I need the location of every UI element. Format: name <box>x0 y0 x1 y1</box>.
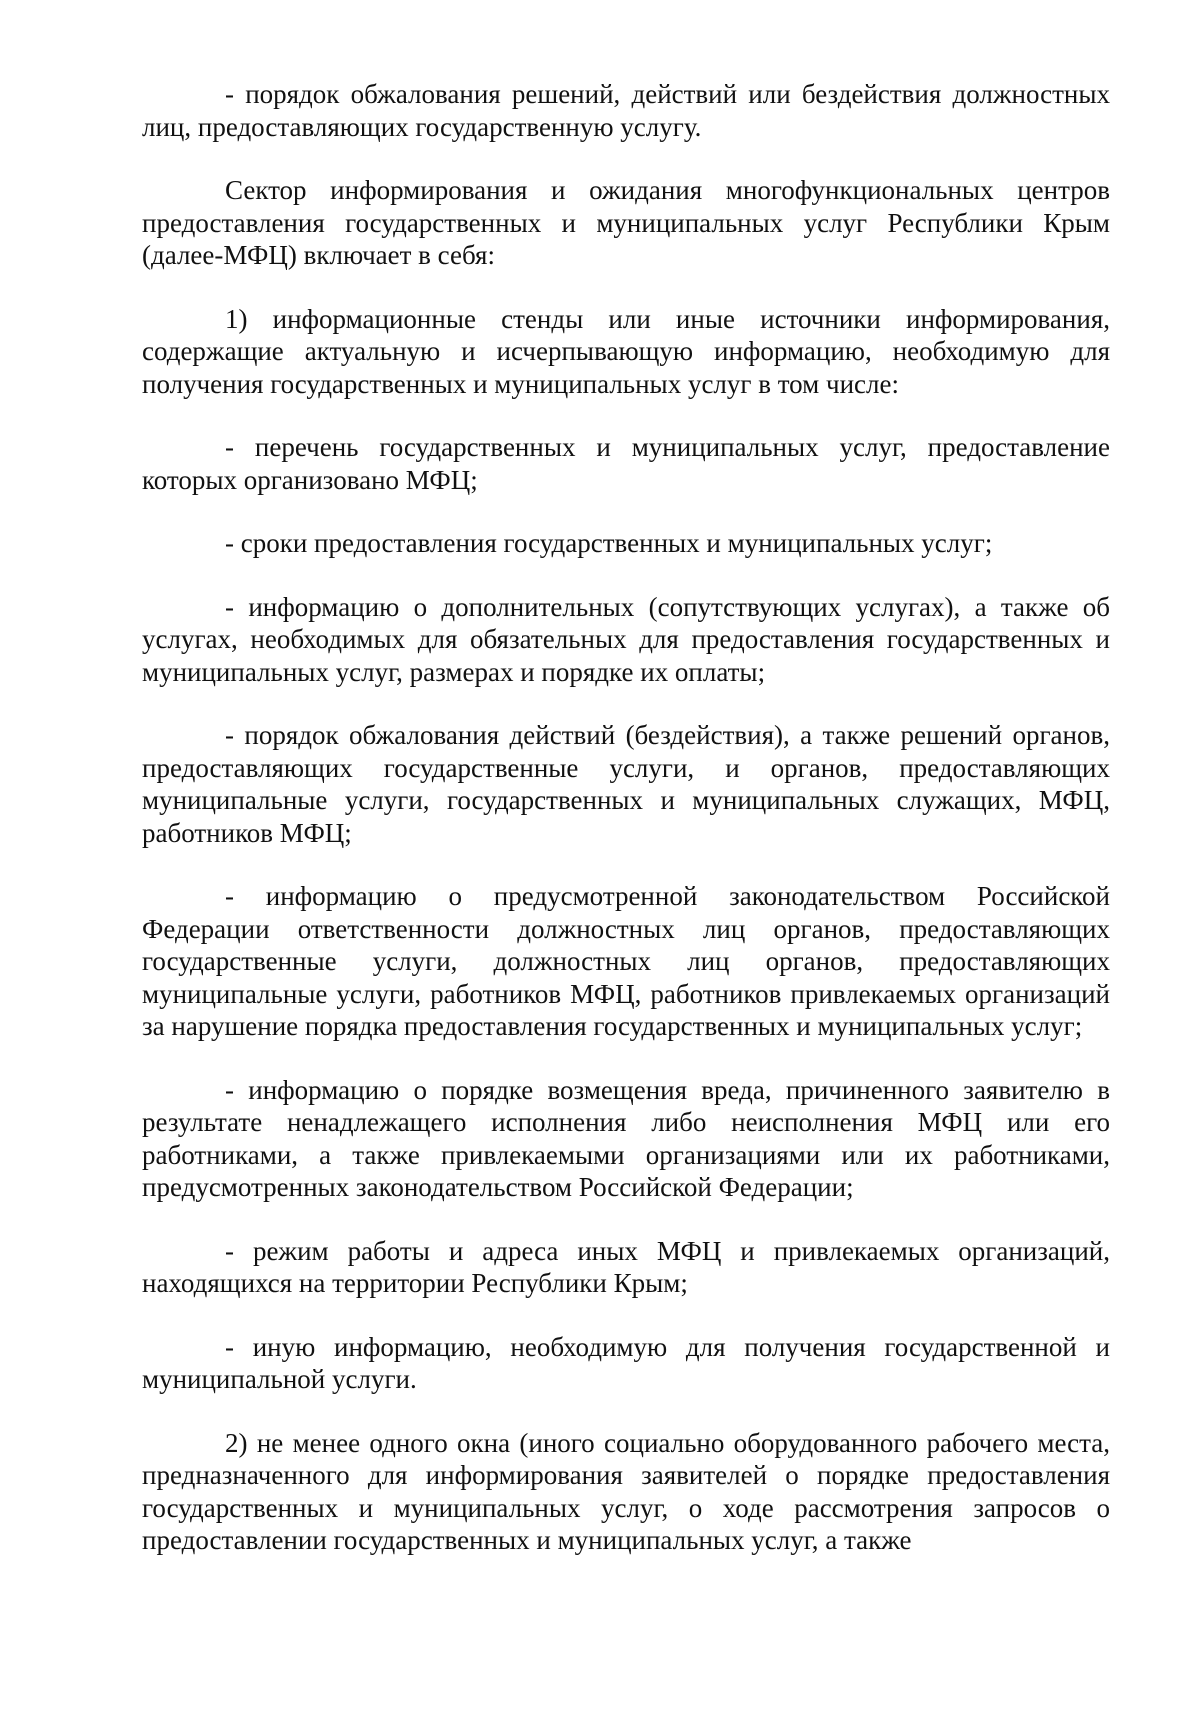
paragraph-additional-services: - информацию о дополнительных (сопутствующих услугах), а также об услугах, необходимых для обязательных для предоставления государственных и муниципальных услуг, размерах и порядке их оплаты; <box>142 591 1110 687</box>
paragraph-services-list: - перечень государственных и муниципальных услуг, предоставление которых организовано МФЦ; <box>142 432 1110 495</box>
paragraph-sector-intro: Сектор информирования и ожидания многофункциональных центров предоставления государственных и муниципальных услуг Республики Крым (далее-МФЦ) включает в себя: <box>142 175 1110 270</box>
paragraph-other-info: - иную информацию, необходимую для получения государственной и муниципальной услуги. <box>142 1331 1110 1394</box>
paragraph-service-terms: - сроки предоставления государственных и муниципальных услуг; <box>225 528 993 558</box>
document-body <box>142 78 1110 1557</box>
paragraph-damage-compensation: - информацию о порядке возмещения вреда, причиненного заявителю в результате ненадлежащего исполнения либо неисполнения МФЦ или его работниками, а также привлекаемыми организациями или их работниками, предусмотренных законодательством Российской Федерации; <box>142 1074 1110 1202</box>
paragraph-item-1-info-stands: 1) информационные стенды или иные источники информирования, содержащие актуальную и исчерпывающую информацию, необходимую для получения государственных и муниципальных услуг в том числе: <box>142 303 1110 399</box>
paragraph-working-hours: - режим работы и адреса иных МФЦ и привлекаемых организаций, находящихся на территории Республики Крым; <box>142 1235 1110 1298</box>
paragraph-item-2-window: 2) не менее одного окна (иного социально оборудованного рабочего места, предназначенного для информирования заявителей о порядке предоставления государственных и муниципальных услуг, о ходе рассмотрения запросов о предоставлении государственных и муниципальных услуг, а также <box>142 1427 1110 1555</box>
paragraph-appeal-actions: - порядок обжалования действий (бездействия), а также решений органов, предоставляющих государственные услуги, и органов, предоставляющих муниципальные услуги, государственных и муниципальных служащих, МФЦ, работников МФЦ; <box>142 720 1110 848</box>
paragraph-liability: - информацию о предусмотренной законодательством Российской Федерации ответственности должностных лиц органов, предоставляющих государственные услуги, должностных лиц органов, предоставляющих муниципальные услуги, работников МФЦ, работников привлекаемых организаций за нарушение порядка предоставления государственных и муниципальных услуг; <box>142 881 1110 1041</box>
paragraph-appeal-procedure: - порядок обжалования решений, действий или бездействия должностных лиц, предоставляющих государственную услугу. <box>142 79 1110 142</box>
